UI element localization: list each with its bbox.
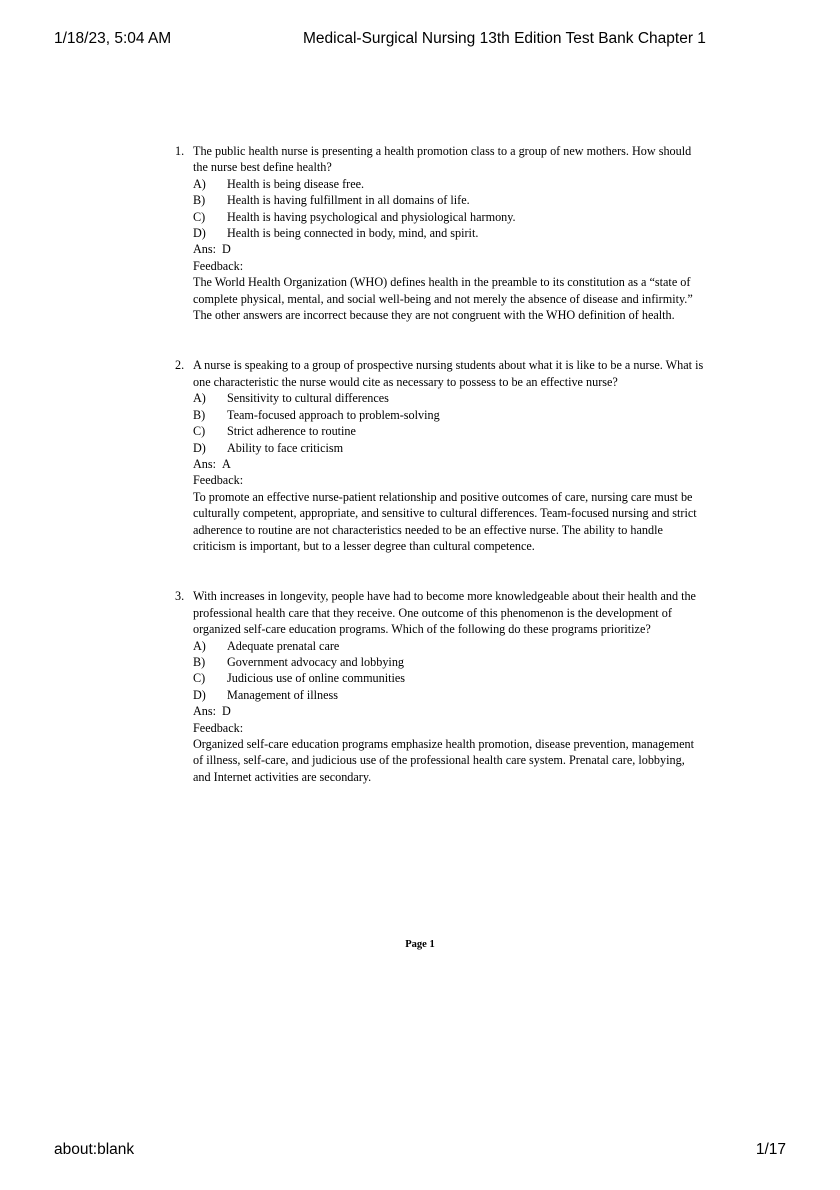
option-letter: B) <box>193 193 206 208</box>
question-stem: With increases in longevity, people have had to become more knowledgeable about their health and the professional health care that they receive. One outcome of this phenomenon is the development of organized self-care education programs. Which of the following do these programs prioritize? <box>193 589 696 637</box>
option-letter: C) <box>193 424 206 439</box>
answer-value: D <box>222 242 231 257</box>
page-url: about:blank <box>54 1141 135 1158</box>
option-letter: C) <box>193 209 206 224</box>
answer-label: Ans: <box>193 704 217 719</box>
question-item <box>175 588 705 785</box>
page-count: 1/17 <box>755 1141 786 1158</box>
option-letter: D) <box>193 226 206 241</box>
answer-value: D <box>222 704 231 719</box>
answer-option <box>193 638 705 654</box>
question-item <box>175 143 705 323</box>
page-number-label: Page 1 <box>405 939 435 950</box>
option-text: Strict adherence to routine <box>227 424 356 439</box>
answer-label: Ans: <box>193 456 217 471</box>
option-text: Health is being connected in body, mind, and spirit. <box>227 226 479 241</box>
answer-option <box>193 687 705 703</box>
answer-key <box>193 703 705 719</box>
option-text: Ability to face criticism <box>227 440 344 455</box>
question-number: 2. <box>175 358 185 373</box>
answer-option <box>193 440 705 456</box>
answer-key <box>193 456 705 472</box>
document-title: Medical-Surgical Nursing 13th Edition Test Bank Chapter 1 <box>303 30 706 47</box>
option-text: Judicious use of online communities <box>227 671 406 686</box>
answer-label: Ans: <box>193 242 217 257</box>
option-letter: D) <box>193 687 206 702</box>
feedback-label: Feedback: <box>193 473 244 488</box>
answer-value: A <box>222 456 231 471</box>
option-text: Health is having psychological and physiological harmony. <box>227 209 516 224</box>
option-text: Health is being disease free. <box>227 176 365 191</box>
option-text: Adequate prenatal care <box>227 638 340 653</box>
answer-option <box>193 176 705 192</box>
option-letter: A) <box>193 391 206 406</box>
option-letter: C) <box>193 671 206 686</box>
answer-key <box>193 241 705 257</box>
feedback-text: To promote an effective nurse-patient relationship and positive outcomes of care, nursing care must be culturally competent, appropriate, and sensitive to cultural differences. Team-focused nursing and strict adherence to routine are not characteristics needed to be an effective nurse. The ability to handle criticism is important, but to a lesser degree than cultural competence. <box>193 489 697 553</box>
answer-option <box>193 209 705 225</box>
answer-option <box>193 423 705 439</box>
option-letter: D) <box>193 440 206 455</box>
question-number: 1. <box>175 144 185 158</box>
test-bank-content <box>175 143 705 785</box>
option-text: Management of illness <box>227 687 339 702</box>
option-letter: B) <box>193 407 206 422</box>
answer-option <box>193 670 705 686</box>
option-text: Health is having fulfillment in all domains of life. <box>227 193 470 208</box>
feedback-label: Feedback: <box>193 720 244 735</box>
feedback-label: Feedback: <box>193 258 244 273</box>
answer-option <box>193 390 705 406</box>
answer-option <box>193 654 705 670</box>
option-letter: B) <box>193 654 206 669</box>
option-text: Team-focused approach to problem-solving <box>227 407 440 422</box>
question-stem: The public health nurse is presenting a health promotion class to a group of new mothers. How should the nurse best define health? <box>193 144 692 175</box>
option-text: Government advocacy and lobbying <box>227 654 405 669</box>
question-item <box>175 357 705 554</box>
feedback-text: Organized self-care education programs emphasize health promotion, disease prevention, management of illness, self-care, and judicious use of the professional health care system. Prenatal care, lobbying, and Internet activities are secondary. <box>193 737 694 784</box>
question-number: 3. <box>175 589 185 604</box>
answer-option <box>193 225 705 241</box>
print-datetime: 1/18/23, 5:04 AM <box>54 30 172 47</box>
answer-option <box>193 192 705 208</box>
option-text: Sensitivity to cultural differences <box>227 391 389 406</box>
answer-option <box>193 407 705 423</box>
option-letter: A) <box>193 638 206 653</box>
option-letter: A) <box>193 176 206 191</box>
question-stem: A nurse is speaking to a group of prospective nursing students about what it is like to be a nurse. What is one characteristic the nurse would cite as necessary to possess to be an effective nurse? <box>193 358 704 389</box>
feedback-text: The World Health Organization (WHO) defines health in the preamble to its constitution as a “state of complete physical, mental, and social well-being and not merely the absence of disease and infirmity.” The other answers are incorrect because they are not congruent with the WHO definition of health. <box>193 275 693 323</box>
